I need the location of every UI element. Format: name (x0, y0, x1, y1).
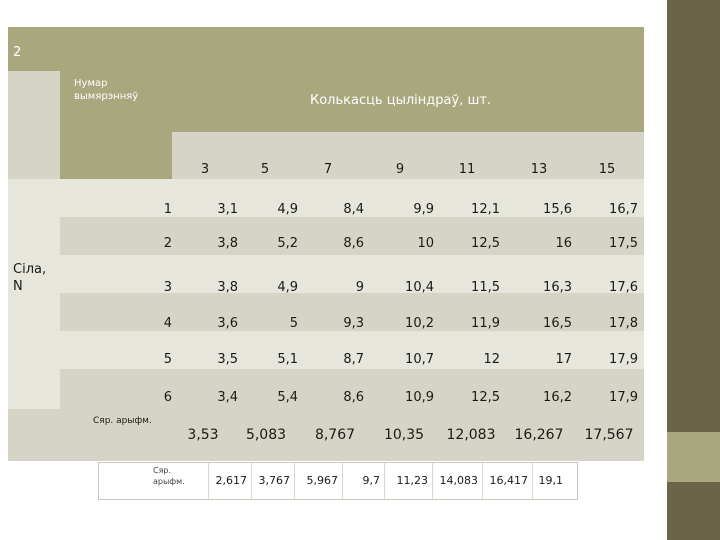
table-cell: 5 (289, 316, 298, 331)
cylinder-count: 11 (458, 162, 476, 177)
table-cell: 12 (483, 352, 500, 367)
table-cell: 16,3 (543, 280, 572, 295)
table-cell: 8,6 (343, 390, 364, 405)
mean-value: 3,53 (187, 427, 219, 443)
table-cell: 12,5 (471, 236, 500, 251)
second-mean-label: Сяр. арыфм. (99, 463, 209, 499)
table-cell: 15,6 (543, 202, 572, 217)
table-cell: 3,8 (217, 236, 238, 251)
table-cell: 8,4 (343, 202, 364, 217)
second-mean-value: 19,1 (538, 474, 563, 487)
second-mean-value: 5,967 (295, 463, 343, 499)
corner-cell (8, 27, 60, 71)
cylinder-count: 3 (200, 162, 210, 177)
table-cell: 16,5 (543, 316, 572, 331)
second-mean-value: 2,617 (209, 463, 252, 499)
table-cell: 3,5 (217, 352, 238, 367)
table-cell: 16 (555, 236, 572, 251)
measurement-number: 4 (163, 316, 172, 331)
table-cell: 3,1 (217, 202, 238, 217)
table-cell: 4,9 (277, 280, 298, 295)
measurement-number: 6 (163, 390, 172, 405)
cylinder-count: 9 (395, 162, 405, 177)
table-cell: 10,4 (405, 280, 434, 295)
table-cell: 17,8 (609, 316, 638, 331)
table-cell: 11,9 (471, 316, 500, 331)
count-header: Колькасць цыліндраў, шт. (310, 93, 492, 108)
table-cell: 10,7 (405, 352, 434, 367)
table-cell: 4,9 (277, 202, 298, 217)
second-mean-value: 11,23 (385, 463, 433, 499)
second-mean-value: 9,7 (343, 463, 385, 499)
table-cell: 12,5 (471, 390, 500, 405)
data-table (8, 27, 644, 461)
mean-value: 12,083 (446, 427, 496, 443)
mean-value: 10,35 (383, 427, 425, 443)
table-cell: 16,7 (609, 202, 638, 217)
force-label: Сіла, N (13, 262, 47, 294)
table-cell: 17,9 (609, 390, 638, 405)
table-cell: 9,3 (343, 316, 364, 331)
table-cell: 17,9 (609, 352, 638, 367)
table-cell: 17,6 (609, 280, 638, 295)
second-mean-value: 14,083 (433, 463, 483, 499)
measurement-number: 1 (163, 202, 172, 217)
table-cell: 5,2 (277, 236, 298, 251)
table-cell: 10 (417, 236, 434, 251)
corner-lower-cell (8, 71, 60, 179)
count-header-cell (172, 27, 644, 132)
table-cell: 16,2 (543, 390, 572, 405)
table-cell: 3,8 (217, 280, 238, 295)
mean-value: 16,267 (514, 427, 564, 443)
table-cell: 12,1 (471, 202, 500, 217)
measurement-header-cell (60, 27, 172, 179)
second-mean-table (98, 462, 578, 500)
second-mean-value: 3,767 (252, 463, 295, 499)
measurement-header: Нумар вымярэнняў (74, 78, 139, 102)
measurement-number: 5 (163, 352, 172, 367)
table-cell: 17 (555, 352, 572, 367)
mean-value: 5,083 (245, 427, 287, 443)
table-cell: 10,2 (405, 316, 434, 331)
cylinder-count: 7 (323, 162, 333, 177)
table-cell: 8,6 (343, 236, 364, 251)
corner-label: 2 (13, 45, 22, 60)
mean-label: Сяр. арыфм. (93, 416, 152, 426)
cylinder-count: 15 (598, 162, 616, 177)
table-cell: 9,9 (413, 202, 434, 217)
mean-value: 8,767 (314, 427, 356, 443)
mean-value: 17,567 (584, 427, 634, 443)
table-cell: 3,6 (217, 316, 238, 331)
table-cell: 8,7 (343, 352, 364, 367)
cylinder-count: 13 (530, 162, 548, 177)
decorative-sidebar-accent (667, 432, 720, 482)
table-cell: 11,5 (471, 280, 500, 295)
table-cell: 5,1 (277, 352, 298, 367)
table-cell: 5,4 (277, 390, 298, 405)
second-mean-value: 16,417 (483, 463, 533, 499)
measurement-number: 3 (163, 280, 172, 295)
table-cell: 17,5 (609, 236, 638, 251)
force-label-cell (8, 179, 60, 409)
cylinder-count: 5 (260, 162, 270, 177)
table-cell: 9 (355, 280, 364, 295)
measurement-number: 2 (163, 236, 172, 251)
table-cell: 3,4 (217, 390, 238, 405)
table-cell: 10,9 (405, 390, 434, 405)
